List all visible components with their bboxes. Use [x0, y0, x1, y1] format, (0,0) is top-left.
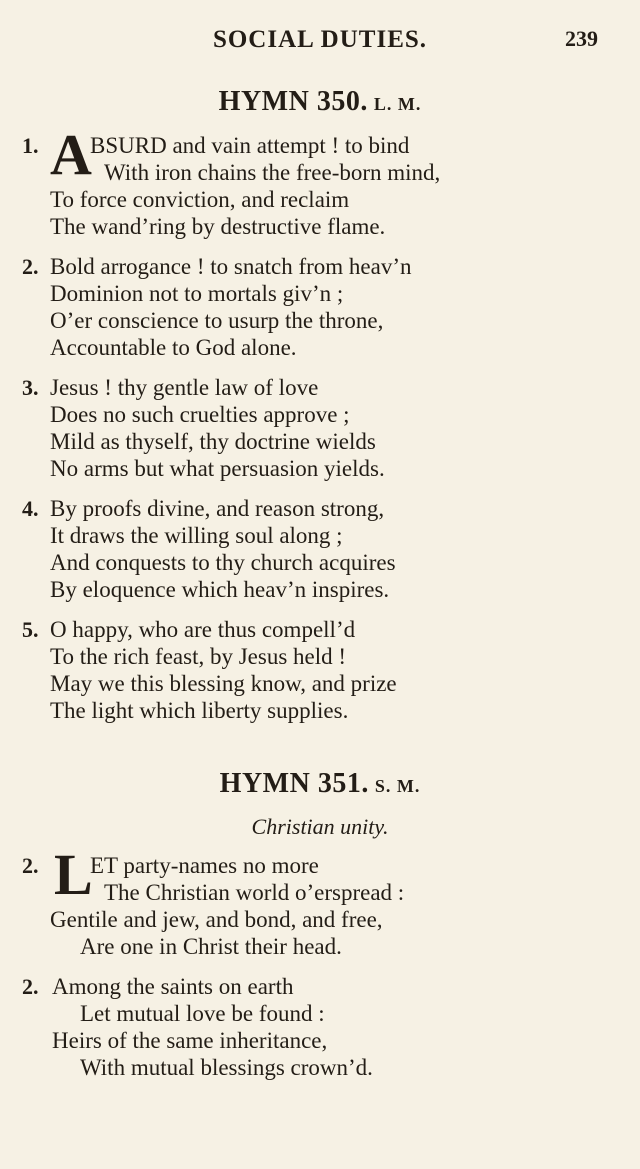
- stanza-number: 4.: [22, 496, 39, 521]
- hymn-350-title: [0, 86, 640, 118]
- stanza-number: 2.: [22, 254, 39, 279]
- running-head: SOCIAL DUTIES.: [212, 26, 428, 53]
- verse-line: By proofs divine, and reason strong,: [50, 496, 385, 521]
- verse-line: By eloquence which heav’n inspires.: [50, 577, 390, 602]
- verse-line: To the rich feast, by Jesus held !: [50, 644, 347, 669]
- verse-line: Heirs of the same inheritance,: [52, 1028, 328, 1053]
- verse-line: O’er conscience to usurp the throne,: [50, 308, 384, 333]
- drop-cap: L: [54, 842, 93, 907]
- verse-line: To force conviction, and reclaim: [50, 187, 350, 212]
- verse-line: Does no such cruelties approve ;: [50, 402, 350, 427]
- verse-line: Jesus ! thy gentle law of love: [50, 375, 319, 400]
- verse-line: O happy, who are thus compell’d: [50, 617, 356, 642]
- stanza-number: 3.: [22, 375, 39, 400]
- hymn-351-meter: S. M.: [374, 776, 421, 796]
- verse-line: The Christian world o’erspread :: [104, 880, 405, 905]
- stanza-number: 2.: [22, 853, 39, 878]
- hymn-351-title: [0, 768, 640, 800]
- verse-line: Gentile and jew, and bond, and free,: [50, 907, 383, 932]
- verse-line: Mild as thyself, thy doctrine wields: [50, 429, 376, 454]
- stanza-number: 2.: [22, 974, 39, 999]
- verse-line: Let mutual love be found :: [80, 1001, 325, 1026]
- hymn-351-subtitle: Christian unity.: [251, 814, 389, 839]
- verse-line: ET party-names no more: [90, 853, 319, 878]
- page-number: 239: [565, 26, 598, 51]
- verse-line: Dominion not to mortals giv’n ;: [50, 281, 344, 306]
- verse-line: No arms but what persuasion yields.: [50, 456, 385, 481]
- verse-line: Are one in Christ their head.: [80, 934, 342, 959]
- verse-line: And conquests to thy church acquires: [50, 550, 396, 575]
- verse-line: BSURD and vain attempt ! to bind: [90, 133, 410, 158]
- verse-line: The wand’ring by destructive flame.: [50, 214, 386, 239]
- verse-line: Bold arrogance ! to snatch from heav’n: [50, 254, 412, 279]
- hymn-350-title-text: HYMN 350.: [218, 86, 368, 117]
- verse-line: The light which liberty supplies.: [50, 698, 349, 723]
- hymn-350-meter: L. M.: [373, 94, 422, 114]
- verse-line: It draws the willing soul along ;: [50, 523, 343, 548]
- verse-line: With mutual blessings crown’d.: [80, 1055, 373, 1080]
- verse-line: Among the saints on earth: [52, 974, 294, 999]
- verse-line: With iron chains the free-born mind,: [104, 160, 441, 185]
- drop-cap: A: [50, 122, 92, 187]
- stanza-number: 1.: [22, 133, 39, 158]
- verse-line: Accountable to God alone.: [50, 335, 297, 360]
- hymn-351-title-text: HYMN 351.: [219, 768, 369, 799]
- page-header: [0, 26, 640, 56]
- verse-line: May we this blessing know, and prize: [50, 671, 397, 696]
- stanza-number: 5.: [22, 617, 39, 642]
